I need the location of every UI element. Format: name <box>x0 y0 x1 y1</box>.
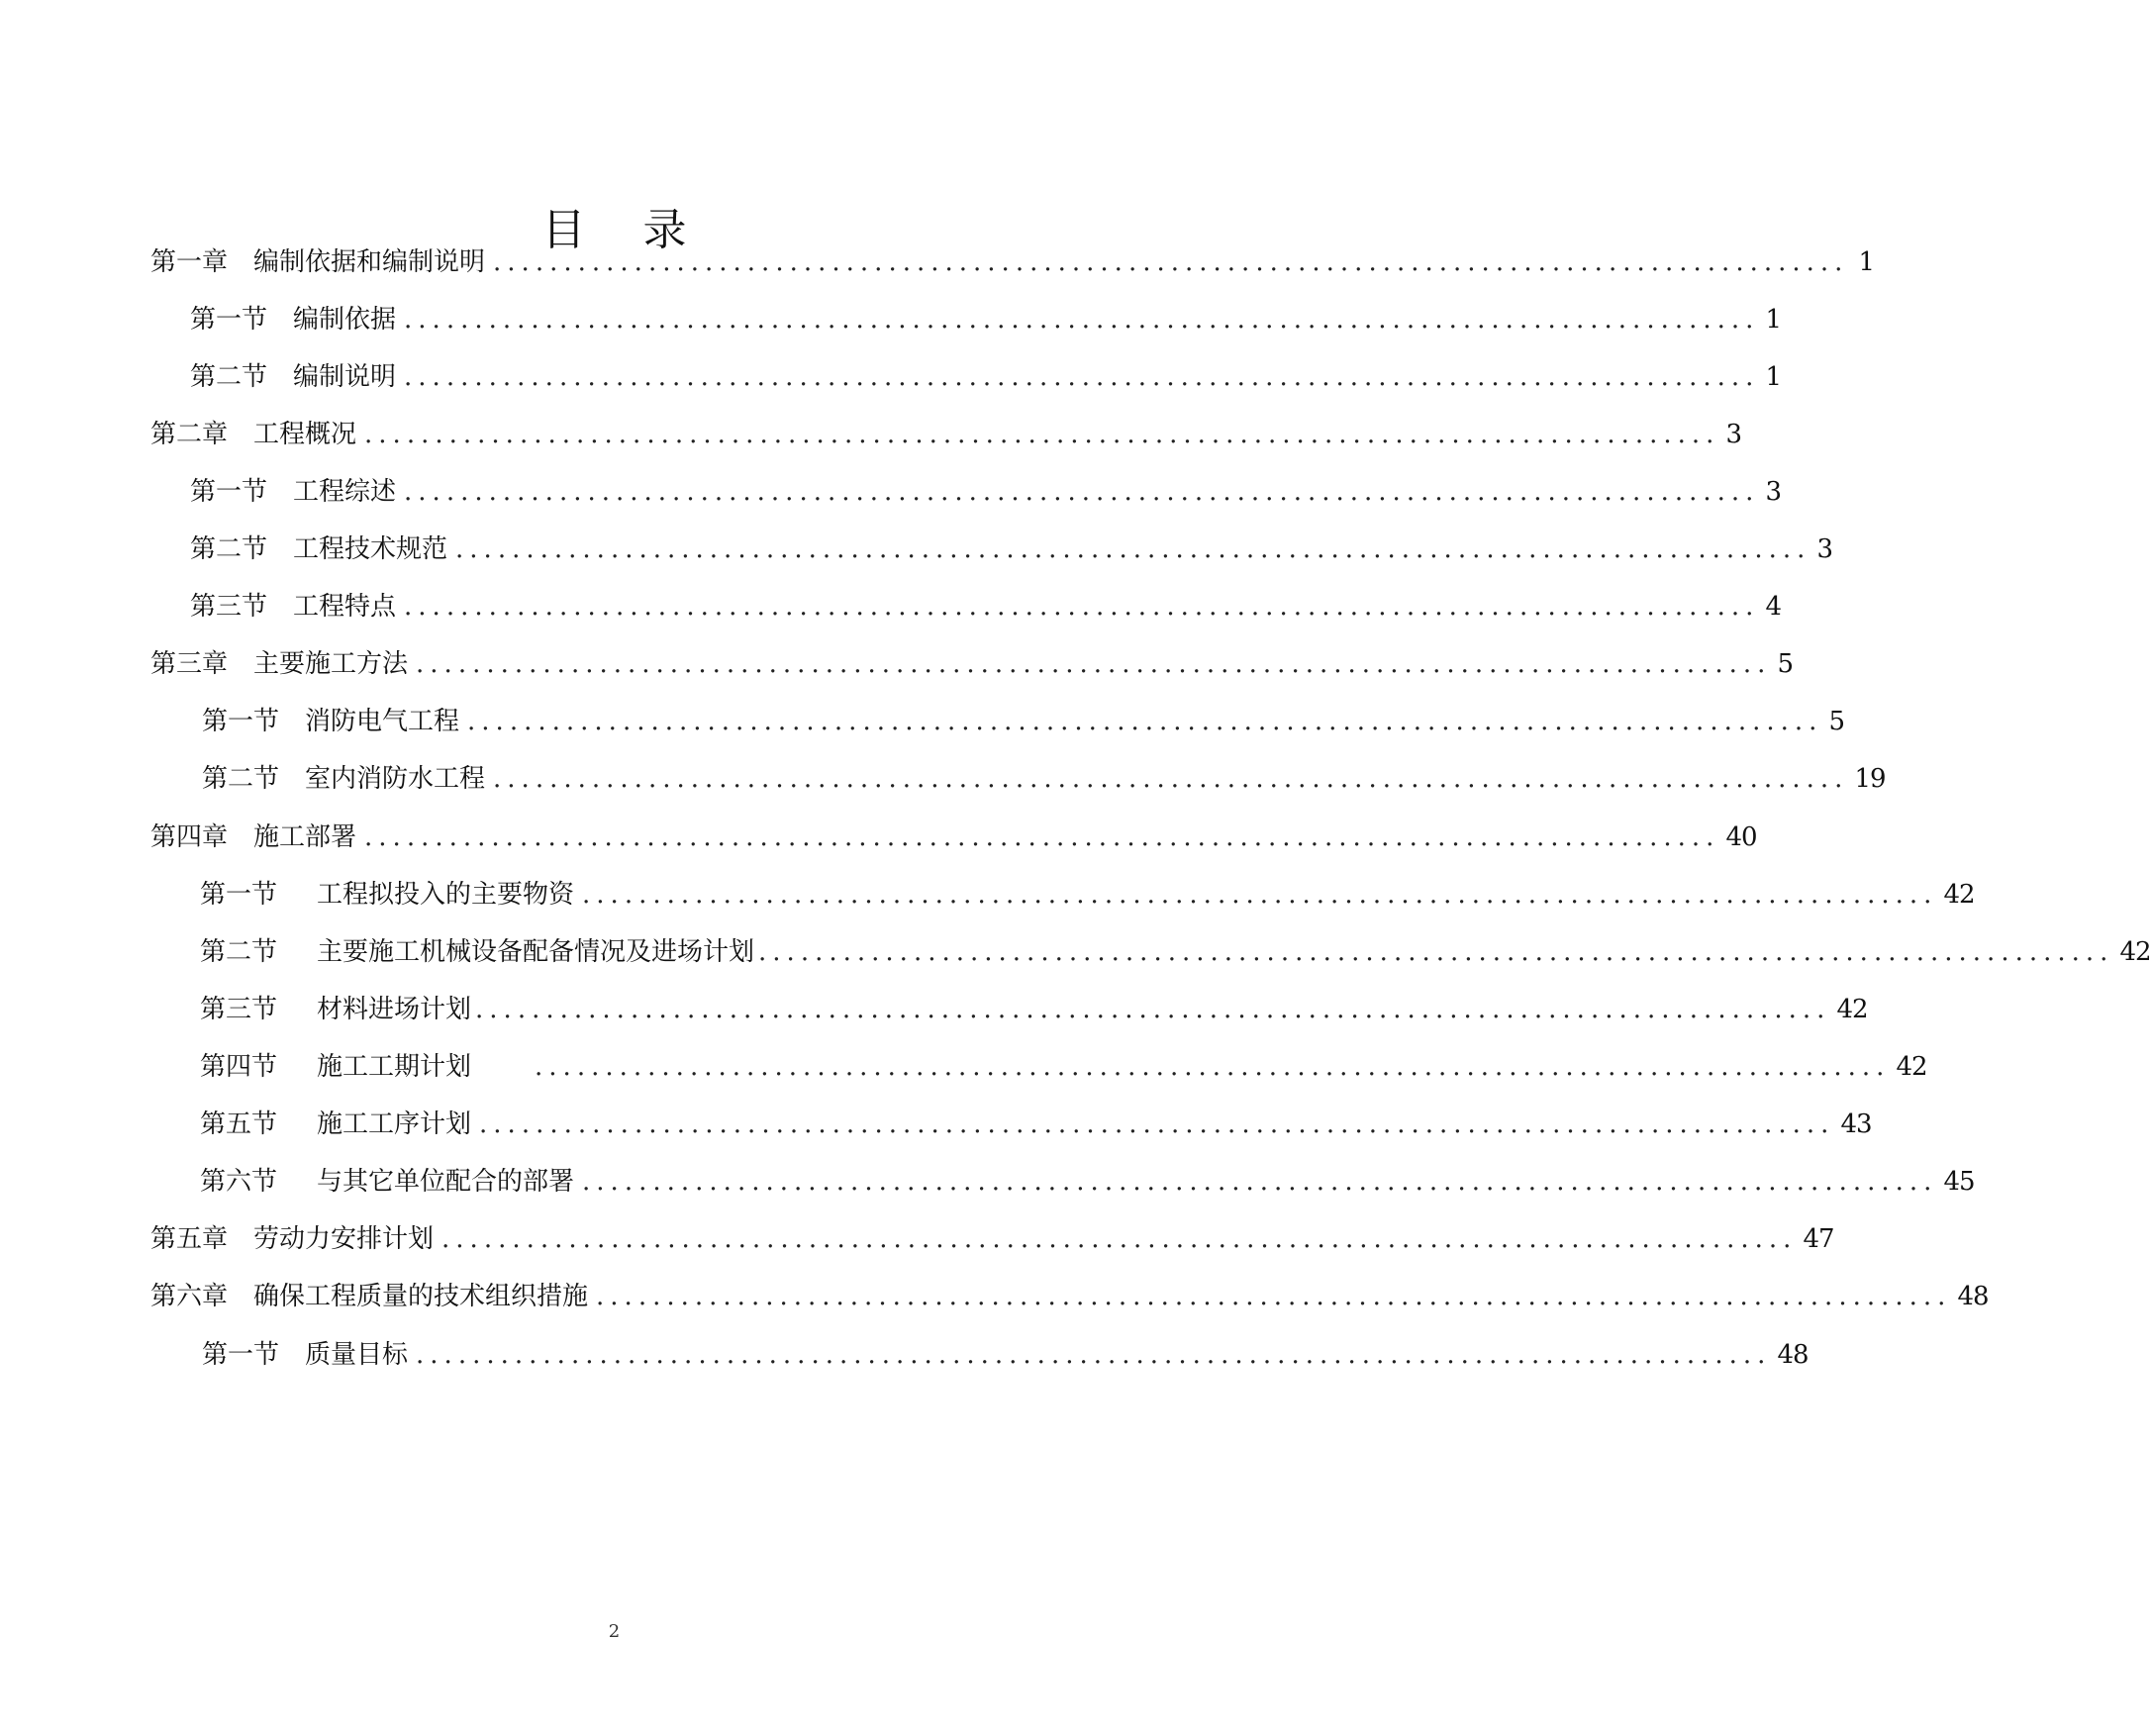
toc-entry-label: 消防电气工程 <box>305 707 460 736</box>
toc-leader-dots: ................................................................................................ <box>416 1340 1772 1370</box>
toc-leader-dots: ................................................................................................ <box>455 534 1811 564</box>
toc-entry-page: 40 <box>1725 822 1757 852</box>
toc-entry-page: 1 <box>1765 362 1781 392</box>
toc-entry-label: 编制说明 <box>293 362 397 392</box>
toc-entry-label: 工程技术规范 <box>293 534 448 564</box>
toc-entry-number: 第一节 <box>200 880 278 910</box>
toc-entry-page: 5 <box>1777 649 1793 679</box>
toc-entry-number: 第二章 <box>150 420 229 449</box>
page-number: 2 <box>608 1621 621 1642</box>
toc-entry[interactable] <box>202 759 1886 799</box>
toc-entry[interactable] <box>202 1335 1809 1375</box>
toc-entry-number: 第一节 <box>202 1340 280 1370</box>
toc-entry-page: 42 <box>2119 937 2151 967</box>
toc-entry-number: 第一章 <box>150 247 229 277</box>
toc-entry-number: 第五章 <box>150 1224 229 1254</box>
toc-leader-dots: ................................................................................................ <box>404 592 1760 622</box>
toc-entry-label: 主要施工方法 <box>253 649 409 679</box>
toc-leader-dots: ................................................................................................ <box>535 1052 1891 1082</box>
toc-entry-label: 主要施工机械设备配备情况及进场计划 <box>317 937 755 967</box>
toc-entry[interactable] <box>150 415 1741 454</box>
toc-entry-label: 确保工程质量的技术组织措施 <box>253 1282 589 1311</box>
toc-entry-label: 工程综述 <box>293 477 397 507</box>
toc-entry[interactable] <box>190 472 1781 512</box>
toc-entry-page: 42 <box>1943 880 1975 910</box>
toc-entry[interactable] <box>200 1162 1975 1202</box>
toc-leader-dots: ................................................................................................ <box>596 1282 1952 1311</box>
toc-entry-number: 第三章 <box>150 649 229 679</box>
toc-leader-dots: ................................................................................................ <box>582 1167 1938 1197</box>
toc-entry-label: 材料进场计划 <box>317 995 472 1024</box>
toc-entry-page: 42 <box>1836 995 1868 1024</box>
toc-leader-dots: ................................................................................................ <box>441 1224 1798 1254</box>
toc-entry-number: 第六节 <box>200 1167 278 1197</box>
toc-entry-number: 第二节 <box>202 764 280 794</box>
toc-entry-page: 1 <box>1765 305 1781 335</box>
toc-leader-dots: ................................................................................................ <box>404 305 1760 335</box>
toc-entry[interactable] <box>150 242 1874 282</box>
toc-leader-dots: ................................................................................................ <box>467 707 1823 736</box>
toc-entry[interactable] <box>200 932 2151 972</box>
toc-entry-page: 3 <box>1816 534 1832 564</box>
toc-entry[interactable] <box>200 1105 1872 1144</box>
toc-entry[interactable] <box>150 818 1757 857</box>
toc-entry-label: 工程特点 <box>293 592 397 622</box>
toc-entry-label: 质量目标 <box>305 1340 409 1370</box>
toc-entry[interactable] <box>200 1047 1927 1087</box>
toc-entry[interactable] <box>200 990 1868 1029</box>
toc-entry-label: 施工部署 <box>253 822 357 852</box>
toc-entry[interactable] <box>190 530 1832 569</box>
toc-entry-label: 与其它单位配合的部署 <box>317 1167 575 1197</box>
toc-entry-page: 43 <box>1840 1109 1872 1139</box>
toc-entry-page: 3 <box>1765 477 1781 507</box>
toc-leader-dots: ................................................................................................ <box>475 995 1831 1024</box>
toc-entry-number: 第六章 <box>150 1282 229 1311</box>
toc-entry-page: 1 <box>1858 247 1874 277</box>
toc-leader-dots: ................................................................................................ <box>404 477 1760 507</box>
toc-entry-number: 第三节 <box>190 592 268 622</box>
toc-entry-page: 45 <box>1943 1167 1975 1197</box>
toc-entry-page: 48 <box>1777 1340 1809 1370</box>
toc-entry-label: 劳动力安排计划 <box>253 1224 435 1254</box>
toc-entry-number: 第二节 <box>190 362 268 392</box>
toc-entry-label: 施工工期计划 <box>317 1052 472 1082</box>
toc-leader-dots: ................................................................................................ <box>416 649 1772 679</box>
toc-entry-number: 第一节 <box>190 477 268 507</box>
toc-entry-page: 42 <box>1896 1052 1927 1082</box>
toc-entry-label: 编制依据 <box>293 305 397 335</box>
toc-entry-page: 5 <box>1828 707 1844 736</box>
toc-entry-page: 19 <box>1854 764 1886 794</box>
toc-leader-dots: ................................................................................................ <box>758 937 2114 967</box>
toc-entry[interactable] <box>190 300 1781 339</box>
toc-entry-page: 4 <box>1765 592 1781 622</box>
toc-entry-number: 第一节 <box>202 707 280 736</box>
toc-entry-label: 施工工序计划 <box>317 1109 472 1139</box>
toc-entry[interactable] <box>150 1277 1989 1316</box>
toc-entry[interactable] <box>190 587 1781 627</box>
toc-entry[interactable] <box>150 644 1793 684</box>
toc-entry[interactable] <box>200 875 1975 915</box>
toc-leader-dots: ................................................................................................ <box>493 764 1849 794</box>
toc-entry-label: 室内消防水工程 <box>305 764 486 794</box>
toc-entry-number: 第二节 <box>190 534 268 564</box>
toc-entry-number: 第三节 <box>200 995 278 1024</box>
toc-entry-number: 第五节 <box>200 1109 278 1139</box>
toc-entry-page: 3 <box>1725 420 1741 449</box>
toc-leader-dots: ................................................................................................ <box>582 880 1938 910</box>
toc-entry-label: 编制依据和编制说明 <box>253 247 486 277</box>
toc-entry[interactable] <box>202 702 1844 741</box>
toc-leader-dots: ................................................................................................ <box>479 1109 1835 1139</box>
toc-leader-dots: ................................................................................................ <box>404 362 1760 392</box>
toc-entry[interactable] <box>150 1219 1834 1259</box>
toc-entry-number: 第一节 <box>190 305 268 335</box>
toc-leader-dots: ................................................................................................ <box>364 420 1720 449</box>
toc-entry-page: 47 <box>1803 1224 1834 1254</box>
toc-entry-number: 第四节 <box>200 1052 278 1082</box>
toc-title: 目 录 <box>541 205 709 255</box>
toc-entry-page: 48 <box>1957 1282 1989 1311</box>
toc-entry-label: 工程拟投入的主要物资 <box>317 880 575 910</box>
toc-entry-number: 第二节 <box>200 937 278 967</box>
toc-leader-dots: ................................................................................................ <box>493 247 1849 277</box>
toc-entry-number: 第四章 <box>150 822 229 852</box>
toc-entry[interactable] <box>190 357 1781 397</box>
toc-entry-label: 工程概况 <box>253 420 357 449</box>
toc-leader-dots: ................................................................................................ <box>364 822 1720 852</box>
